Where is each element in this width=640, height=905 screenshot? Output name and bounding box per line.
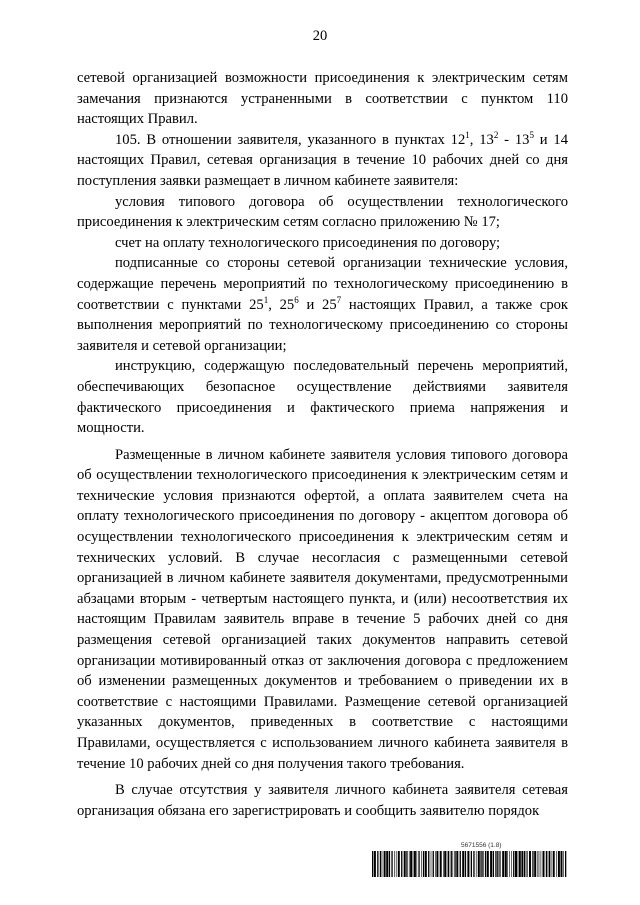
barcode-bar bbox=[565, 851, 566, 877]
barcode-bar bbox=[478, 851, 480, 877]
barcode-bar bbox=[518, 851, 519, 877]
barcode-bar bbox=[526, 851, 527, 877]
text-run: и 14 настоящих Правил, сетевая организация в течение 10 рабочих дней со дня поступления заявки размещает в личном кабинете заявителя: bbox=[77, 131, 569, 189]
barcode-bar bbox=[398, 851, 400, 877]
barcode-bar bbox=[413, 851, 414, 877]
barcode-image bbox=[372, 851, 567, 877]
barcode-bar bbox=[532, 851, 533, 877]
barcode-bar bbox=[521, 851, 523, 877]
barcode-bar bbox=[409, 851, 410, 877]
barcode-bar bbox=[485, 851, 486, 877]
text-run: , 13 bbox=[469, 131, 494, 148]
barcode-bar bbox=[509, 851, 510, 877]
barcode-bar bbox=[460, 851, 461, 877]
barcode-bar bbox=[425, 851, 427, 877]
barcode-bar bbox=[502, 851, 504, 877]
barcode-bar bbox=[495, 851, 496, 877]
barcode-bar bbox=[549, 851, 550, 877]
barcode-bar bbox=[553, 851, 555, 877]
barcode-bar bbox=[507, 851, 508, 877]
barcode-bar bbox=[440, 851, 442, 877]
barcode-bar bbox=[394, 851, 395, 877]
barcode-bar bbox=[519, 851, 521, 877]
text-run: 105. В отношении заявителя, указанного в пунктах 12 bbox=[115, 131, 466, 148]
barcode-bar bbox=[418, 851, 419, 877]
text-run: - 13 bbox=[498, 131, 530, 148]
barcode-bar bbox=[548, 851, 549, 877]
barcode-bar bbox=[389, 851, 390, 877]
barcode-bar bbox=[497, 851, 498, 877]
superscript: 1 bbox=[465, 129, 470, 140]
barcode-bar bbox=[465, 851, 466, 877]
barcode-bar bbox=[431, 851, 432, 877]
barcode-bar bbox=[454, 851, 455, 877]
barcode-bar bbox=[414, 851, 416, 877]
barcode-bar bbox=[529, 851, 531, 877]
barcode-bar bbox=[558, 851, 560, 877]
barcode-bar bbox=[467, 851, 469, 877]
barcode-id: 5671556 (1.8) bbox=[461, 842, 502, 849]
barcode-bar bbox=[443, 851, 444, 877]
paragraph-offer: Размещенные в личном кабинете заявителя условия типового договора об осуществлении технологического присоединения к электрическим сетям и технические условия признаются офертой, а оплата заявителем счета на оплату технологического присоединения по договору - акцептом договора об осуществлении технологического присоединения к электрическим сетям и технических условий. В случае несогласия с размещенными сетевой организацией в личном кабинете заявителя документами, предусмотренными абзацами вторым - четвертым настоящего пункта, и (или) несоответствия их настоящим Правилам заявитель вправе в течение 5 рабочих дней со дня размещения сетевой организацией таких документов направить сетевой организации мотивированный отказ от заключения договора с предложением об изменении размещенных документов и требованием о приведении их в соответствие с настоящими Правилами. Размещение сетевой организацией указанных документов, приведенных в соответствие с настоящими Правилами, осуществляется с использованием личного кабинета заявителя в течение 10 рабочих дней со дня получения такого требования. bbox=[77, 446, 568, 772]
barcode-bar bbox=[480, 851, 481, 877]
barcode-bar bbox=[428, 851, 429, 877]
barcode-bar bbox=[556, 851, 557, 877]
barcode-bar bbox=[435, 851, 436, 877]
barcode-bar bbox=[451, 851, 452, 877]
barcode-bar bbox=[476, 851, 477, 877]
barcode-bar bbox=[546, 851, 547, 877]
paragraph-invoice: счет на оплату технологического присоединения по договору; bbox=[115, 234, 501, 251]
barcode-bar bbox=[372, 851, 373, 877]
superscript: 6 bbox=[294, 294, 299, 305]
barcode-bar bbox=[538, 851, 539, 877]
superscript: 7 bbox=[336, 294, 342, 305]
paragraph-105 bbox=[77, 130, 568, 192]
barcode-bar bbox=[499, 851, 500, 877]
barcode-bar bbox=[377, 851, 378, 877]
barcode-bar bbox=[382, 851, 383, 877]
text-run: и 25 bbox=[298, 296, 337, 313]
barcode-bar bbox=[421, 851, 422, 877]
barcode-bar bbox=[396, 851, 397, 877]
barcode-bar bbox=[493, 851, 494, 877]
barcode-bar bbox=[453, 851, 454, 877]
text-run: , 25 bbox=[268, 296, 295, 313]
barcode-bar bbox=[410, 851, 412, 877]
superscript: 5 bbox=[529, 129, 534, 140]
barcode-bar bbox=[473, 851, 474, 877]
page-number: 20 bbox=[312, 28, 328, 44]
barcode-bar bbox=[406, 851, 407, 877]
barcode-bar bbox=[433, 851, 434, 877]
barcode-bar bbox=[541, 851, 542, 877]
barcode-bar bbox=[386, 851, 388, 877]
barcode-bar bbox=[527, 851, 528, 877]
barcode-bar bbox=[448, 851, 449, 877]
barcode-bar bbox=[534, 851, 536, 877]
barcode-bar bbox=[490, 851, 492, 877]
barcode-bar bbox=[444, 851, 446, 877]
barcode-bar bbox=[447, 851, 448, 877]
superscript: 1 bbox=[263, 294, 269, 305]
text-run: настоящих Правил, а также срок выполнения мероприятий по технологическому присоединению со стороны заявителя и сетевой организации; bbox=[77, 296, 569, 354]
barcode-bar bbox=[511, 851, 512, 877]
barcode-bar bbox=[513, 851, 514, 877]
paragraph-contract-terms: условия типового договора об осуществлении технологического присоединения к электрическим сетям согласно приложению № 17; bbox=[77, 193, 568, 231]
barcode-bar bbox=[471, 851, 472, 877]
barcode-bar bbox=[563, 851, 564, 877]
barcode-bar bbox=[391, 851, 392, 877]
barcode-bar bbox=[482, 851, 483, 877]
barcode-bar bbox=[436, 851, 438, 877]
barcode-bar bbox=[380, 851, 381, 877]
paragraph-instruction: инструкцию, содержащую последовательный перечень мероприятий, обеспечивающих безопасное осуществление действиями заявителя фактического присоединения и фактического приема напряжения и мощности. bbox=[77, 358, 568, 437]
barcode-bar bbox=[374, 851, 376, 877]
paragraph-continuation: сетевой организацией возможности присоединения к электрическим сетям замечания признаются устраненными в соответствии с пунктом 110 настоящих Правил. bbox=[77, 70, 568, 128]
document-body bbox=[77, 68, 568, 821]
paragraph-technical-conditions bbox=[77, 253, 568, 356]
text-run: подписанные со стороны сетевой организации технические условия, содержащие перечень мероприятий по технологическому присоединению в соответствии с пунктами 25 bbox=[77, 255, 568, 313]
barcode-bar bbox=[500, 851, 501, 877]
barcode-bar bbox=[505, 851, 507, 877]
barcode-bar bbox=[401, 851, 402, 877]
barcode-bar bbox=[515, 851, 517, 877]
barcode-bar bbox=[561, 851, 563, 877]
barcode-bar bbox=[456, 851, 458, 877]
paragraph-registration: В случае отсутствия у заявителя личного кабинета заявителя сетевая организация обязана его зарегистрировать и сообщить заявителю порядок bbox=[77, 782, 568, 819]
barcode-bar bbox=[423, 851, 424, 877]
barcode-bar bbox=[524, 851, 525, 877]
barcode-bar bbox=[417, 851, 418, 877]
barcode-bar bbox=[404, 851, 406, 877]
barcode-bar bbox=[539, 851, 540, 877]
barcode-bar bbox=[543, 851, 545, 877]
barcode-bar bbox=[462, 851, 464, 877]
barcode-bar bbox=[384, 851, 386, 877]
barcode-bar bbox=[487, 851, 489, 877]
superscript: 2 bbox=[493, 129, 499, 140]
barcode-bar bbox=[551, 851, 552, 877]
